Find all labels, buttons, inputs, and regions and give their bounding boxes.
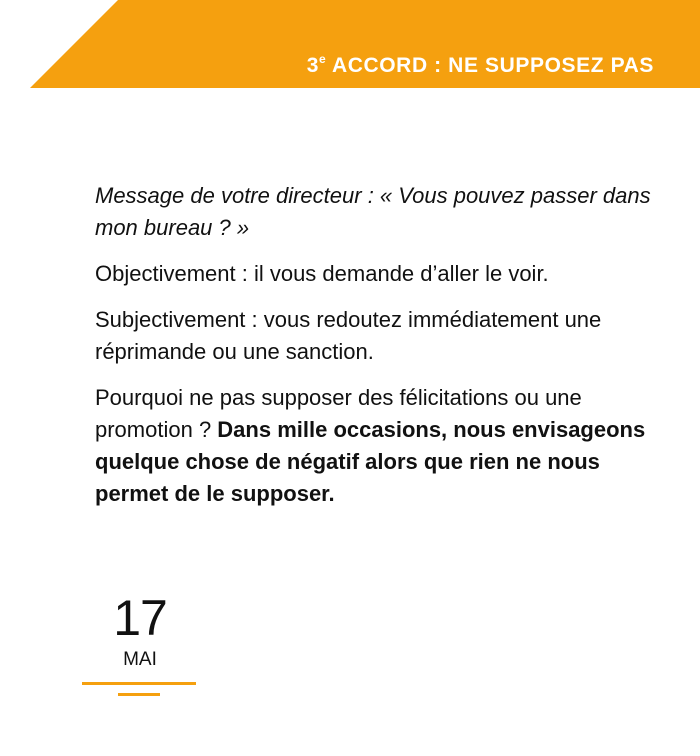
conclusion-text: Dans mille occasions, nous envisageons quelque chose de négatif alors que rien ne nous permet de le supposer. bbox=[95, 417, 646, 506]
question-paragraph bbox=[95, 382, 655, 510]
date-day: 17 bbox=[113, 590, 167, 646]
quote-paragraph: Message de votre directeur : « Vous pouvez passer dans mon bureau ? » bbox=[95, 183, 651, 240]
chapter-title bbox=[307, 52, 654, 78]
date-underline-long bbox=[82, 682, 196, 685]
calendar-date bbox=[82, 590, 198, 672]
chapter-title-text: ACCORD : NE SUPPOSEZ PAS bbox=[326, 54, 654, 77]
chapter-ordinal-suffix: e bbox=[319, 52, 327, 66]
question-text: Pourquoi ne pas supposer des félicitations ou une promotion ? bbox=[95, 385, 582, 442]
subjective-paragraph: Subjectivement : vous redoutez immédiatement une réprimande ou une sanction. bbox=[95, 307, 602, 364]
date-underline-short bbox=[118, 693, 160, 696]
chapter-ordinal-number: 3 bbox=[306, 54, 320, 77]
objective-paragraph: Objectivement : il vous demande d’aller le voir. bbox=[95, 261, 549, 286]
page-body bbox=[95, 180, 655, 524]
header-banner bbox=[0, 0, 700, 88]
date-month: MAI bbox=[123, 649, 157, 670]
